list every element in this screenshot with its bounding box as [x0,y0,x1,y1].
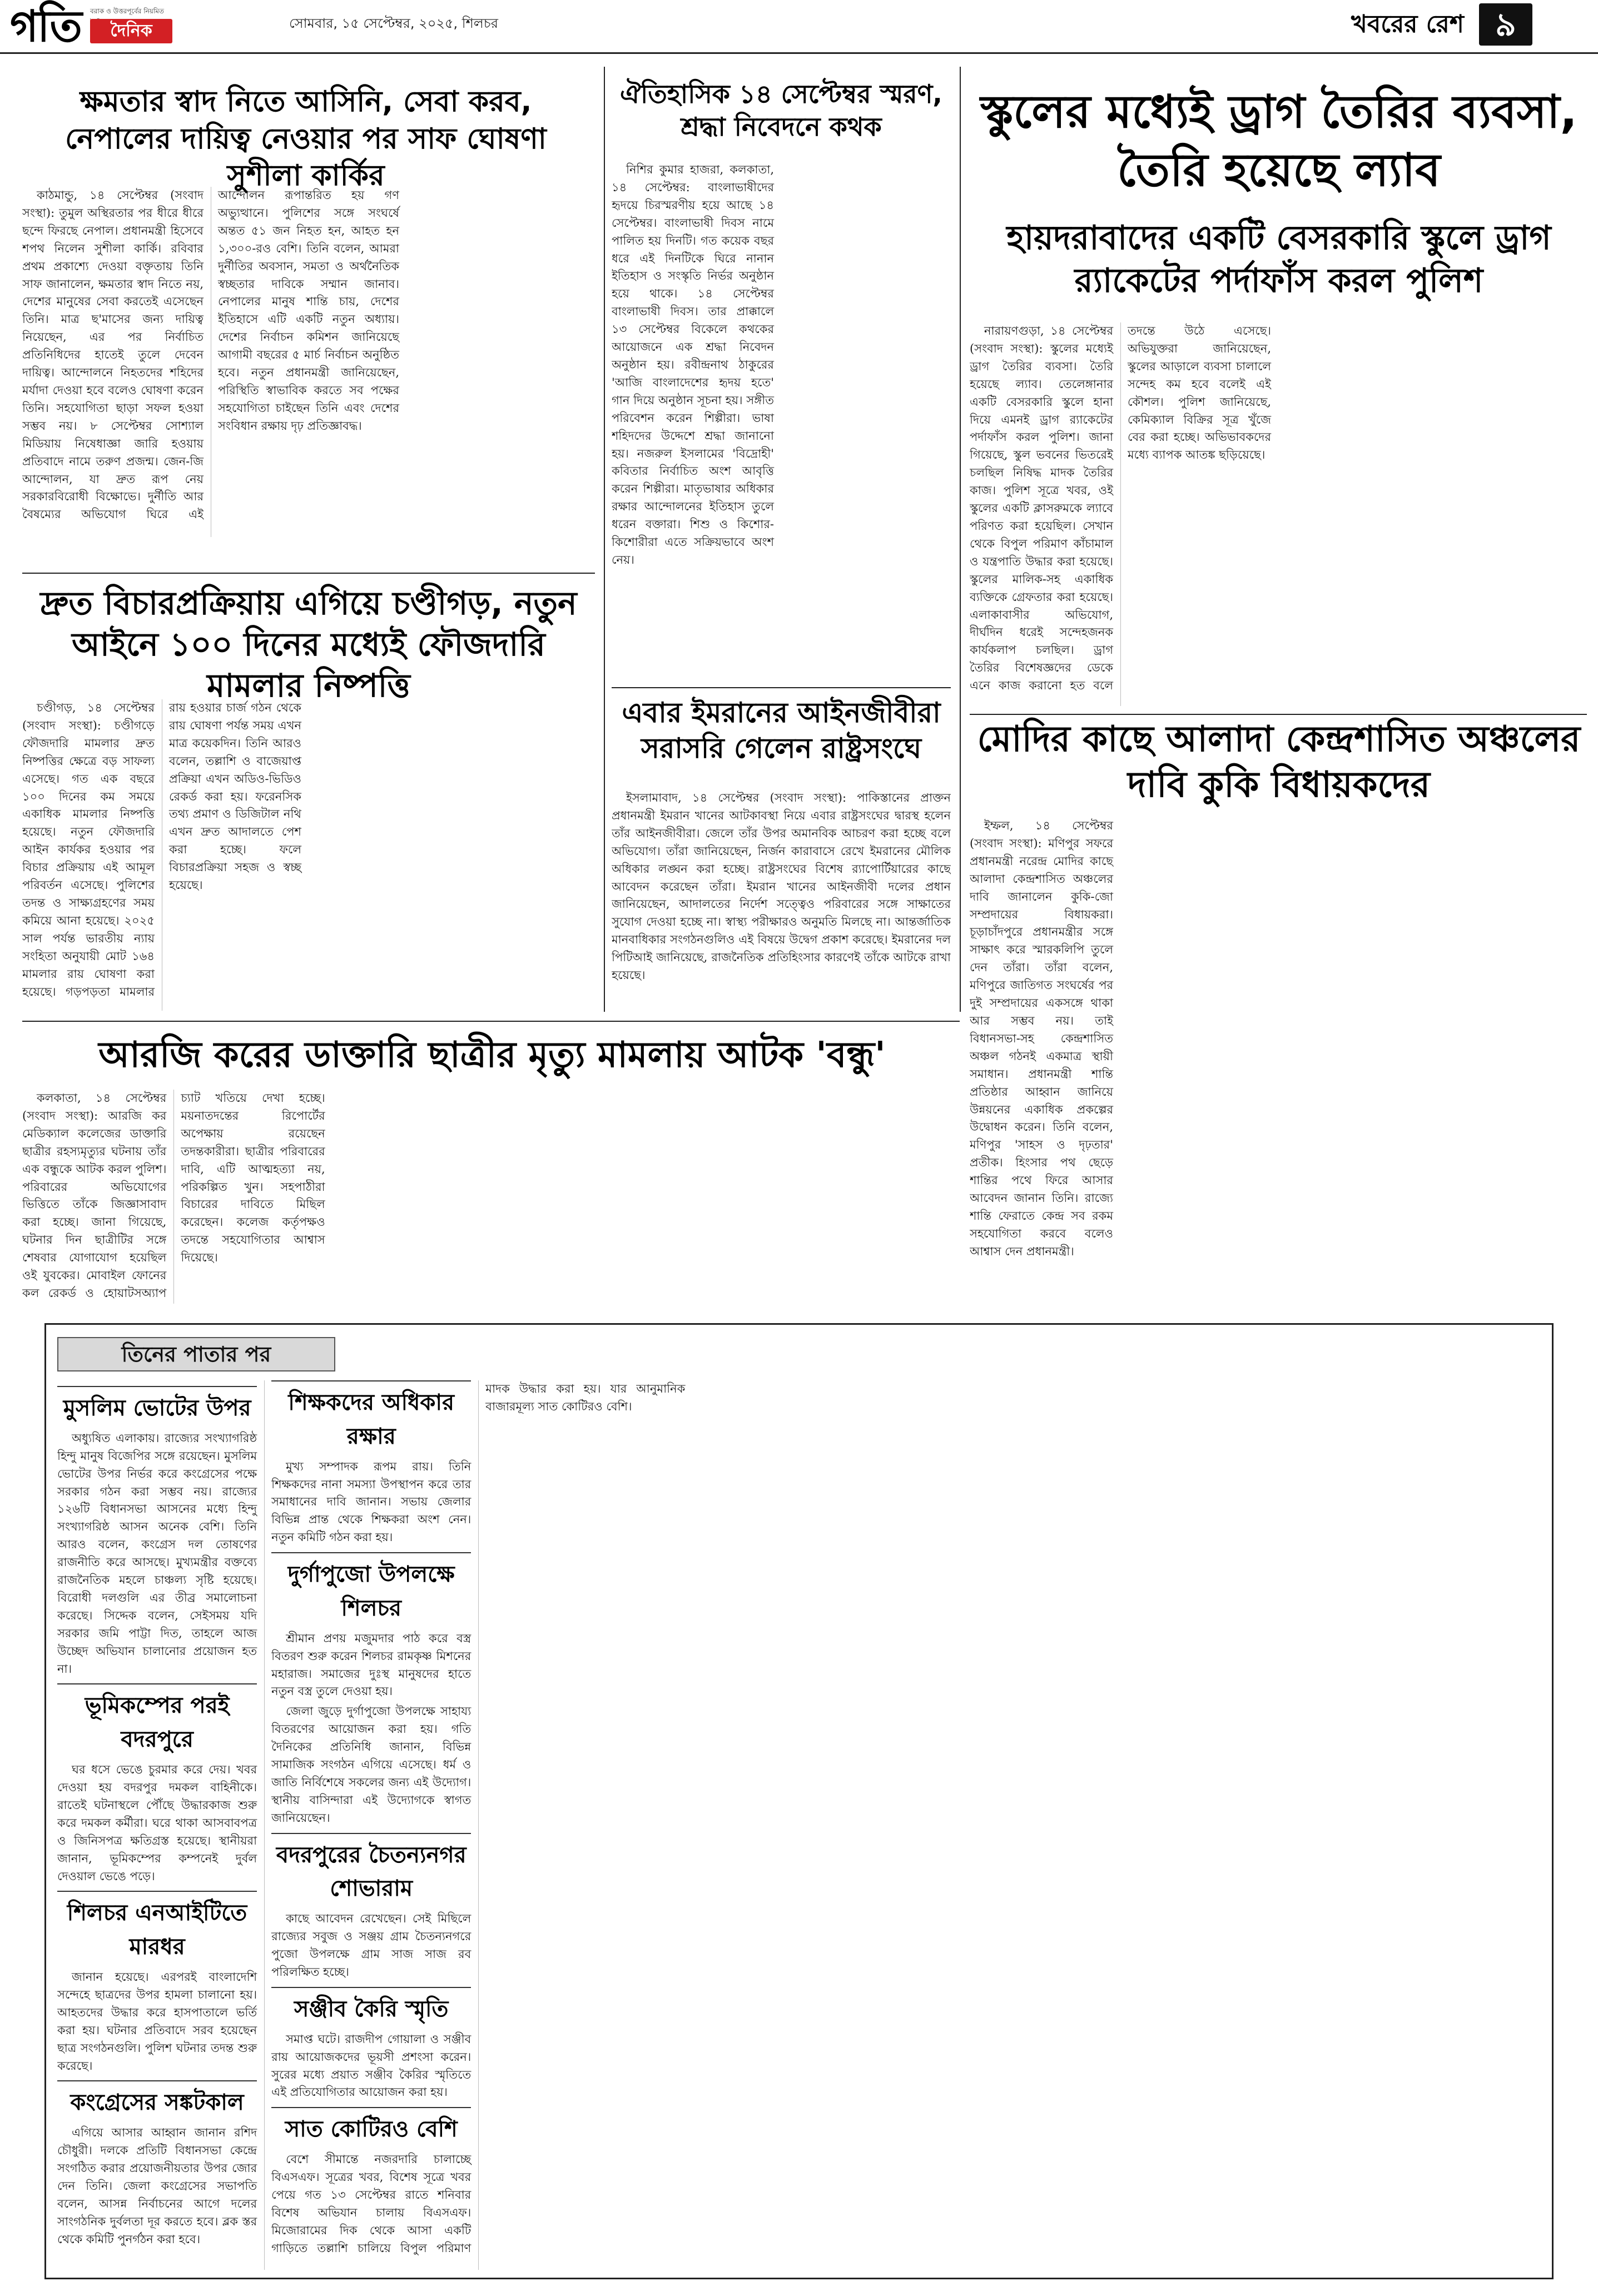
story-14sept [612,161,951,673]
logo: গতি [10,2,81,52]
story-drug-text: নারায়ণগুড়া, ১৪ সেপ্টেম্বর (সংবাদ সংস্থা): স্কুলের মধ্যেই ড্রাগ তৈরির ব্যবসা। তৈরি হয়েছে ল্যাব। তেলেঙ্গানার একটি বেসরকারি স্কুলে হানা দিয়ে এমনই ড্রাগ র‍্যাকেটের পর্দাফাঁস করল পুলিশ। জানা গিয়েছে, স্কুল ভবনের ভিতরেই চলছিল নিষিদ্ধ মাদক তৈরির কাজ। পুলিশ সূত্রে খবর, ওই স্কুলের একটি ক্লাসরুমকে ল্যাবে পরিণত করা হয়েছিল। সেখান থেকে বিপুল পরিমাণ কাঁচামাল ও যন্ত্রপাতি উদ্ধার করা হয়েছে। স্কুলের মালিক-সহ একাধিক ব্যক্তিকে গ্রেফতার করা হয়েছে। এলাকাবাসীর অভিযোগ, দীর্ঘদিন ধরেই সন্দেহজনক কার্যকলাপ চলছিল। ড্রাগ তৈরির বিশেষজ্ঞদের ডেকে এনে কাজ করানো হত বলে তদন্তে উঠে এসেছে। অভিযুক্তরা জানিয়েছেন, স্কুলের আড়ালে ব্যবসা চালালে সন্দেহ কম হবে বলেই এই কৌশল। পুলিশ জানিয়েছে, কেমিক্যাল বিক্রির সূত্র খুঁজে বের করা হচ্ছে। অভিভাবকদের মধ্যে ব্যাপক আতঙ্ক ছড়িয়েছে। [970,324,1271,693]
cont-bhumi-head: ভূমিকম্পের পরই বদরপুরে [57,1683,257,1757]
rule-v1 [604,67,605,1012]
story-chandigarh-text: চণ্ডীগড়, ১৪ সেপ্টেম্বর (সংবাদ সংস্থা): চণ্ডীগড়ে ফৌজদারি মামলার দ্রুত নিষ্পত্তির ক্ষেত্রে বড় সাফল্য এসেছে। গত এক বছরে ১০০ দিনের কম সময়ে একাধিক মামলার নিষ্পত্তি হয়েছে। নতুন ফৌজদারি আইন কার্যকর হওয়ার পর বিচার প্রক্রিয়ায় এই আমূল পরিবর্তন এসেছে। পুলিশের তদন্ত ও সাক্ষ্যগ্রহণের সময় কমিয়ে আনা হয়েছে। ২০২৫ সাল পর্যন্ত ভারতীয় ন্যায় সংহিতা অনুযায়ী মোট ১৬৪ মামলার রায় ঘোষণা করা হয়েছে। গড়পড়তা মামলার রায় হওয়ার চার্জ গঠন থেকে রায় ঘোষণা পর্যন্ত সময় এখন মাত্র কয়েকদিন। তিনি আরও বলেন, তল্লাশি ও বাজেয়াপ্ত প্রক্রিয়া এখন অডিও-ভিডিও রেকর্ড করা হয়। ফরেনসিক তথ্য প্রমাণ ও ডিজিটাল নথি এখন দ্রুত আদালতে পেশ করা হচ্ছে। ফলে বিচারপ্রক্রিয়া সহজ ও স্বচ্ছ হয়েছে। [22,701,301,998]
page-number: ৯ [1479,3,1532,46]
cont-cong-text: এগিয়ে আসার আহ্বান জানান রশিদ চৌধুরী। দলকে প্রতিটি বিধানসভা কেন্দ্রে সংগঠিত করার প্রয়োজনীয়তার উপর জোর দেন তিনি। জেলা কংগ্রেসের সভাপতি বলেন, আসন্ন নির্বাচনের আগে দলের সাংগঠনিক দুর্বলতা দূর করতে হবে। ব্লক স্তর থেকে কমিটি পুনর্গঠন করা হবে। [57,2126,257,2246]
story-rgkar [22,1090,960,1304]
rule-s5 [612,687,951,688]
cont-sat-text: বেশে সীমান্তে নজরদারি চালাচ্ছে বিএসএফ। সূত্রের খবর, বিশেষ সূত্রে খবর পেয়ে গত ১৩ সেপ্টেম্বর রাতে শনিবার বিশেষ অভিযান চালায় বিএসএফ। মিজোরামের দিক থেকে আসা একটি গাড়িতে তল্লাশি চালিয়ে বিপুল পরিমাণ মাদক উদ্ধার করা হয়। যার আনুমানিক বাজারমূল্য সাত কোটিরও বেশি। [271,1382,686,2255]
cont-shik-head: শিক্ষকদের অধিকার রক্ষার [271,1380,471,1454]
story-rgkar-text: কলকাতা, ১৪ সেপ্টেম্বর (সংবাদ সংস্থা): আরজি কর মেডিক্যাল কলেজের ডাক্তারি ছাত্রীর রহস্যমৃত্যুর ঘটনায় তাঁর এক বন্ধুকে আটক করল পুলিশ। পরিবারের অভিযোগের ভিত্তিতে তাঁকে জিজ্ঞাসাবাদ করা হচ্ছে। জানা গিয়েছে, ঘটনার দিন ছাত্রীটির সঙ্গে শেষবার যোগাযোগ হয়েছিল ওই যুবকের। মোবাইল ফোনের কল রেকর্ড ও হোয়াটসঅ্যাপ চ্যাট খতিয়ে দেখা হচ্ছে। ময়নাতদন্তের রিপোর্টের অপেক্ষায় রয়েছেন তদন্তকারীরা। ছাত্রীর পরিবারের দাবি, এটি আত্মহত্যা নয়, পরিকল্পিত খুন। সহপাঠীরা বিচারের দাবিতে মিছিল করেছেন। কলেজ কর্তৃপক্ষও তদন্তে সহযোগিতার আশ্বাস দিয়েছে। [22,1091,325,1300]
continued-columns [57,1380,1542,2270]
subheadline-drug: হায়দরাবাদের একটি বেসরকারি স্কুলে ড্রাগ র‍্যাকেটের পর্দাফাঁস করল পুলিশ [1006,218,1551,300]
cont-durga-head: দুর্গাপুজো উপলক্ষে শিলচর [271,1552,471,1626]
cont-muslim-head: মুসলিম ভোটের উপর [57,1386,257,1425]
rule-s6 [970,714,1587,715]
masthead [0,0,1598,53]
cont-badar-head: বদরপুরের চৈতন্যনগর শোভারাম [271,1833,471,1906]
rule-s7 [22,1021,960,1022]
cont-muslim-text: অধ্যুষিত এলাকায়। রাজ্যের সংখ্যাগরিষ্ঠ হিন্দু মানুষ বিজেপির সঙ্গে রয়েছেন। মুসলিম ভোটের উপর নির্ভর করে কংগ্রেসের পক্ষে সরকার গঠন করা সম্ভব নয়। রাজ্যের ১২৬টি বিধানসভা আসনের মধ্যে হিন্দু সংখ্যাগরিষ্ঠ আসন অনেক বেশি। তিনি আরও বলেন, কংগ্রেস দল তোষণের রাজনীতি করে আসছে। মুখ্যমন্ত্রীর বক্তব্যে রাজনৈতিক মহলে চাঞ্চল্য সৃষ্টি হয়েছে। বিরোধী দলগুলি এর তীব্র সমালোচনা করেছে। সিদ্দেক বলেন, সেইসময় যদি সরকার জমি পাট্টা দিত, তাহলে আজ উচ্ছেদ অভিযান চালানোর প্রয়োজন হত না। [57,1431,257,1676]
continued-box [44,1323,1554,2279]
date-line: সোমবার, ১৫ সেপ্টেম্বর, ২০২৫, শিলচর [289,16,498,31]
headline-chandigarh: দ্রুত বিচারপ্রক্রিয়ায় এগিয়ে চণ্ডীগড়, নতুন আইনে ১০০ দিনের মধ্যেই ফৌজদারি মামলার নিষ্পত্তি [40,584,577,705]
cont-sanjib-head: সঞ্জীব কৈরি স্মৃতি [271,1987,471,2026]
cont-cong-head: কংগ্রেসের সঙ্কটকাল [57,2080,257,2120]
cont-bhumi-text: ঘর ধসে ভেঙে চুরমার করে দেয়। খবর দেওয়া হয় বদরপুর দমকল বাহিনীকে। রাতেই ঘটনাস্থলে পৌঁছে উদ্ধারকাজ শুরু করে দমকল কর্মীরা। ঘরে থাকা আসবাবপত্র ও জিনিসপত্র ক্ষতিগ্রস্ত হয়েছে। স্থানীয়রা জানান, ভূমিকম্পের কম্পনেই দুর্বল দেওয়াল ভেঙে পড়ে। [57,1763,257,1883]
story-nepal [22,187,595,537]
continued-box-title: তিনের পাতার পর [57,1337,335,1371]
story-nepal-text: কাঠমান্ডু, ১৪ সেপ্টেম্বর (সংবাদ সংস্থা): তুমুল অস্থিরতার পর ধীরে ধীরে ছন্দে ফিরছে নেপাল। প্রধানমন্ত্রী হিসেবে শপথ নিলেন সুশীলা কার্কি। রবিবার প্রথম প্রকাশ্যে দেওয়া বক্তৃতায় তিনি সাফ জানালেন, ক্ষমতার স্বাদ নিতে নয়, দেশের মানুষের সেবা করতেই এসেছেন তিনি। মাত্র ছ'মাসের জন্য দায়িত্ব নিয়েছেন, এর পর নির্বাচিত প্রতিনিধিদের হাতেই তুলে দেবেন দায়িত্ব। আন্দোলনে নিহতদের শহিদের মর্যাদা দেওয়া হবে বলেও ঘোষণা করেন তিনি। সহযোগিতা ছাড়া সফল হওয়া সম্ভব নয়। ৮ সেপ্টেম্বর সোশ্যাল মিডিয়ায় নিষেধাজ্ঞা জারি হওয়ায় প্রতিবাদে নামে তরুণ প্রজন্ম। জেন-জি আন্দোলন, যা দ্রুত রূপ নেয় সরকারবিরোধী বিক্ষোভে। দুর্নীতি আর বৈষম্যের অভিযোগ ঘিরে এই আন্দোলন রূপান্তরিত হয় গণ অভ্যুত্থানে। পুলিশের সঙ্গে সংঘর্ষে অন্তত ৫১ জন নিহত হন, আহত হন ১,৩০০-রও বেশি। তিনি বলেন, আমরা দুর্নীতির অবসান, সমতা ও অর্থনৈতিক স্বচ্ছতার দাবিকে সম্মান জানাব। নেপালের মানুষ শান্তি চায়, দেশের ইতিহাসে এটি একটি নতুন অধ্যায়। দেশের নির্বাচন কমিশন জানিয়েছে আগামী বছরের ৫ মার্চ নির্বাচন অনুষ্ঠিত হবে। নতুন প্রধানমন্ত্রী জানিয়েছেন, পরিস্থিতি স্বাভাবিক করতে সব পক্ষের সহযোগিতা চাইছেন তিনি এবং দেশের সংবিধান রক্ষায় দৃঢ় প্রতিজ্ঞাবদ্ধ। [22,188,399,521]
section-name: খবরের রেশ [1351,10,1464,38]
story-kuki-text: ইম্ফল, ১৪ সেপ্টেম্বর (সংবাদ সংস্থা): মণিপুর সফরে প্রধানমন্ত্রী নরেন্দ্র মোদির কাছে আলাদা কেন্দ্রশাসিত অঞ্চলের দাবি জানালেন কুকি-জো সম্প্রদায়ের বিধায়করা। চূড়াচাঁদপুরে প্রধানমন্ত্রীর সঙ্গে সাক্ষাৎ করে স্মারকলিপি তুলে দেন তাঁরা। তাঁরা বলেন, মণিপুরে জাতিগত সংঘর্ষের পর দুই সম্প্রদায়ের একসঙ্গে থাকা আর সম্ভব নয়। তাই বিধানসভা-সহ কেন্দ্রশাসিত অঞ্চল গঠনই একমাত্র স্থায়ী সমাধান। প্রধানমন্ত্রী শান্তি প্রতিষ্ঠার আহ্বান জানিয়ে উন্নয়নের একাধিক প্রকল্পের উদ্বোধন করেন। তিনি বলেন, মণিপুর 'সাহস ও দৃঢ়তার' প্রতীক। হিংসার পথ ছেড়ে শান্তির পথে ফিরে আসার আবেদন জানান তিনি। রাজ্যে শান্তি ফেরাতে কেন্দ্র সব রকম সহযোগিতা করবে বলেও আশ্বাস দেন প্রধানমন্ত্রী। [970,819,1113,1258]
rule-s4 [22,573,595,574]
headline-drug: স্কুলের মধ্যেই ড্রাগ তৈরির ব্যবসা, তৈরি হয়েছে ল্যাব [980,86,1577,197]
logo-tagline: বরাক ও উত্তরপূর্বের নিয়মিত [90,7,164,15]
cont-right-text: জেলা জুড়ে দুর্গাপুজো উপলক্ষে সাহায্য বিতরণের আয়োজন করা হয়। গতি দৈনিকের প্রতিনিধি জানান, বিভিন্ন সামাজিক সংগঠন এগিয়ে এসেছে। ধর্ম ও জাতি নির্বিশেষে সকলের জন্য এই উদ্যোগ। স্থানীয় বাসিন্দারা এই উদ্যোগকে স্বাগত জানিয়েছেন। [271,1704,472,1825]
cont-shik-text: মুখ্য সম্পাদক রূপম রায়। তিনি শিক্ষকদের নানা সমস্যা উপস্থাপন করে তার সমাধানের দাবি জানান। সভায় জেলার বিভিন্ন প্রান্ত থেকে শিক্ষকরা অংশ নেন। নতুন কমিটি গঠন করা হয়। [271,1459,472,1544]
story-drug [970,322,1587,706]
cont-nit-text: জানান হয়েছে। এরপরই বাংলাদেশি সন্দেহে ছাত্রদের উপর হামলা চালানো হয়। আহতদের উদ্ধার করে হাসপাতালে ভর্তি করা হয়। ঘটনার প্রতিবাদে সরব হয়েছেন ছাত্র সংগঠনগুলি। পুলিশ ঘটনার তদন্ত শুরু করেছে। [57,1970,257,2073]
rule-v2 [960,67,961,1012]
story-14sept-text: নিশির কুমার হাজরা, কলকাতা, ১৪ সেপ্টেম্বর: বাংলাভাষীদের হৃদয়ে চিরস্মরণীয় হয়ে আছে ১৪ সেপ্টেম্বর। বাংলাভাষী দিবস নামে পালিত হয় দিনটি। গত কয়েক বছর ধরে এই দিনটিকে ঘিরে নানান ইতিহাস ও সংস্কৃতি নির্ভর অনুষ্ঠান হয়ে থাকে। ১৪ সেপ্টেম্বর বাংলাভাষী দিবস। তার প্রাক্কালে ১৩ সেপ্টেম্বর বিকেলে কথকের আয়োজনে এক শ্রদ্ধা নিবেদন অনুষ্ঠান হয়। রবীন্দ্রনাথ ঠাকুরের 'আজি বাংলাদেশের হৃদয় হতে' গান দিয়ে অনুষ্ঠান সূচনা হয়। সঙ্গীত পরিবেশন করেন শিল্পীরা। ভাষা শহিদদের উদ্দেশে শ্রদ্ধা জানানো হয়। নজরুল ইসলামের 'বিদ্রোহী' কবিতার নির্বাচিত অংশ আবৃত্তি করেন শিল্পীরা। মাতৃভাষার অধিকার রক্ষার আন্দোলনের ইতিহাস তুলে ধরেন বক্তারা। শিশু ও কিশোর-কিশোরীরা এতে সক্রিয়ভাবে অংশ নেয়। [612,163,774,566]
story-chandigarh [22,699,595,1011]
story-imran-text: ইসলামাবাদ, ১৪ সেপ্টেম্বর (সংবাদ সংস্থা): পাকিস্তানের প্রাক্তন প্রধানমন্ত্রী ইমরান খানের আটকাবস্থা নিয়ে এবার রাষ্ট্রসংঘের দ্বারস্থ হলেন তাঁর আইনজীবীরা। জেলে তাঁর উপর অমানবিক আচরণ করা হচ্ছে বলে অভিযোগ। তাঁরা জানিয়েছেন, নির্জন কারাবাসে রেখে ইমরানের মৌলিক অধিকার লঙ্ঘন করা হচ্ছে। রাষ্ট্রসংঘের বিশেষ র‍্যাপোর্টিয়ারের কাছে আবেদন করেছেন তাঁরা। ইমরান খানের আইনজীবী দলের প্রধান জানিয়েছেন, আদালতের নির্দেশ সত্ত্বেও পরিবারের সঙ্গে সাক্ষাতের সুযোগ দেওয়া হচ্ছে না। স্বাস্থ্য পরীক্ষারও অনুমতি মিলছে না। আন্তর্জাতিক মানবাধিকার সংগঠনগুলিও এই বিষয়ে উদ্বেগ প্রকাশ করেছে। ইমরানের দল পিটিআই জানিয়েছে, রাজনৈতিক প্রতিহিংসার কারণেই তাঁকে আটকে রাখা হয়েছে। [612,791,951,982]
headline-imran: এবার ইমরানের আইনজীবীরা সরাসরি গেলেন রাষ্ট্রসংঘে [622,697,941,764]
cont-sat-head: সাত কোটিরও বেশি [271,2107,471,2146]
cont-sanjib-text: সমাপ্ত ঘটে। রাজদীপ গোয়ালা ও সঞ্জীব রায় আয়োজকদের ভূয়সী প্রশংসা করেন। সুরের মধ্যে প্রয়াত সঞ্জীব কৈরির স্মৃতিতে এই প্রতিযোগিতার আয়োজন করা হয়। [271,2032,472,2099]
cont-badar-text: কাছে আবেদন রেখেছেন। সেই মিছিলে রাজ্যের সবুজ ও সঞ্জয় গ্রাম চৈতন্যনগরে পুজো উপলক্ষে গ্রাম সাজ সাজ রব পরিলক্ষিত হচ্ছে। [271,1912,472,1979]
logo-badge: দৈনিক [90,19,172,43]
story-kuki [970,817,1587,1304]
headline-rgkar: আরজি করের ডাক্তারি ছাত্রীর মৃত্যু মামলায় আটক 'বন্ধু' [98,1035,886,1076]
masthead-rule [0,52,1598,54]
cont-durga-text: শ্রীমান প্রণয় মজুমদার পাঠ করে বস্ত্র বিতরণ শুরু করেন শিলচর রামকৃষ্ণ মিশনের মহারাজ। সমাজের দুঃস্থ মানুষদের হাতে নতুন বস্ত্র তুলে দেওয়া হয়। [271,1631,472,1698]
story-imran [612,789,951,1011]
cont-nit-head: শিলচর এনআইটিতে মারধর [57,1891,257,1964]
headline-kuki: মোদির কাছে আলাদা কেন্দ্রশাসিত অঞ্চলের দাবি কুকি বিধায়কদের [977,719,1581,806]
headline-14sept: ঐতিহাসিক ১৪ সেপ্টেম্বর স্মরণ, শ্রদ্ধা নিবেদনে কথক [620,79,942,142]
headline-nepal: ক্ষমতার স্বাদ নিতে আসিনি, সেবা করব, নেপালের দায়িত্ব নেওয়ার পর সাফ ঘোষণা সুশীলা কার্কির [65,85,547,193]
